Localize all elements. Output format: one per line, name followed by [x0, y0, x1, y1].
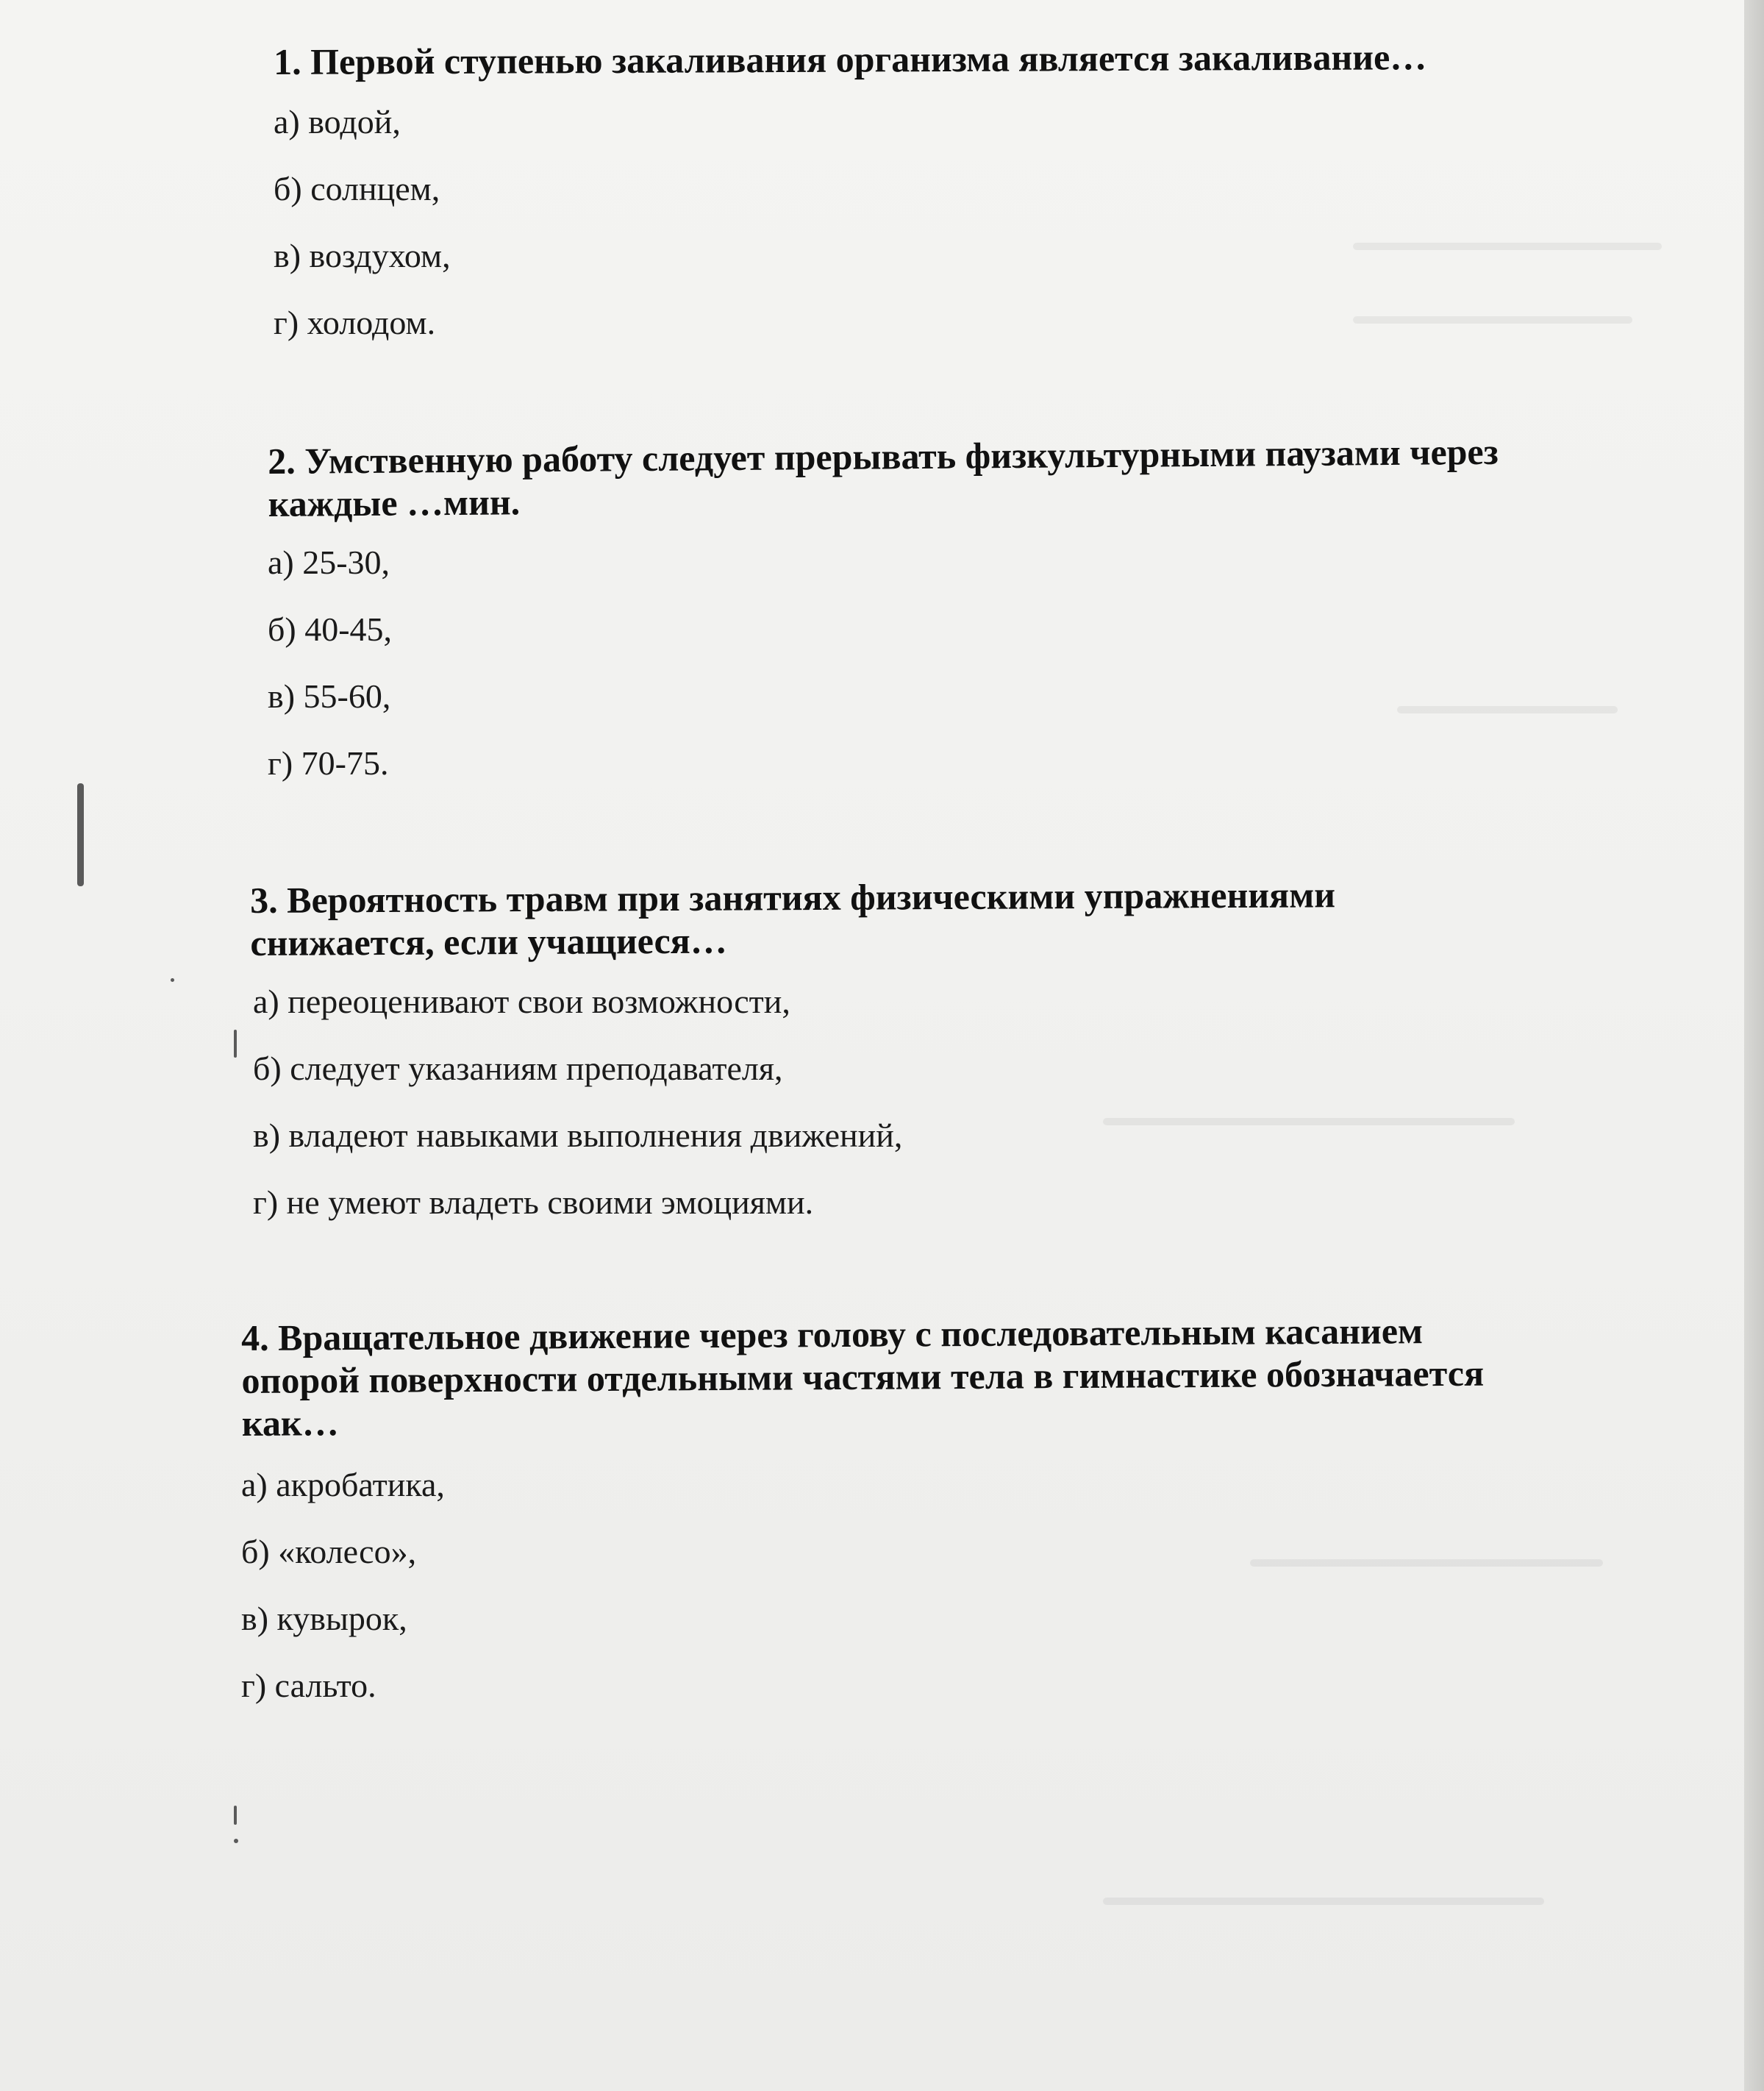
answer-option: г) холодом. [274, 304, 436, 341]
answer-option: в) воздухом, [274, 237, 451, 274]
answer-option: г) сальто. [241, 1667, 376, 1704]
question-title: 3. Вероятность травм при занятиях физическими упражнениями снижается, если учащиеся… [250, 874, 1336, 963]
question-2 [268, 430, 1499, 812]
pen-dot [234, 1839, 238, 1843]
answer-option: б) солнцем, [274, 170, 440, 207]
pen-mark [234, 1806, 237, 1825]
paper-edge-shadow [1744, 0, 1764, 2091]
answer-option: г) не умеют владеть своими эмоциями. [253, 1183, 814, 1221]
answer-option: а) 25-30, [268, 544, 390, 581]
answer-options [274, 104, 1426, 341]
pen-mark [234, 1030, 237, 1058]
question-title: 2. Умственную работу следует прерывать физкультурными паузами через каждые …мин. [268, 430, 1499, 524]
answer-option: в) владеют навыками выполнения движений, [253, 1116, 903, 1154]
question-3 [250, 874, 1336, 1251]
pen-mark [77, 783, 84, 886]
answer-option: б) следует указаниям преподавателя, [253, 1050, 783, 1087]
answer-options [268, 544, 1499, 782]
answer-option: б) «колесо», [241, 1533, 417, 1570]
answer-option: а) переоценивают свои возможности, [253, 983, 790, 1020]
show-through-line [1103, 1898, 1544, 1905]
answer-options [241, 1467, 1484, 1704]
question-title: 1. Первой ступенью закаливания организма является закаливание… [274, 36, 1427, 82]
pen-dot [171, 978, 174, 982]
question-1 [274, 36, 1427, 371]
answer-option: в) 55-60, [268, 677, 391, 715]
answer-option: в) кувырок, [241, 1600, 407, 1637]
answer-option: а) акробатика, [241, 1466, 445, 1503]
answer-options [250, 983, 1335, 1221]
answer-option: б) 40-45, [268, 610, 393, 648]
answer-option: а) водой, [274, 103, 401, 140]
question-title: 4. Вращательное движение через голову с последовательным касанием опорой поверхности отдельными частями тела в гимнастике обозначается как… [241, 1310, 1485, 1444]
answer-option: г) 70-75. [268, 744, 389, 782]
question-4 [241, 1310, 1485, 1734]
